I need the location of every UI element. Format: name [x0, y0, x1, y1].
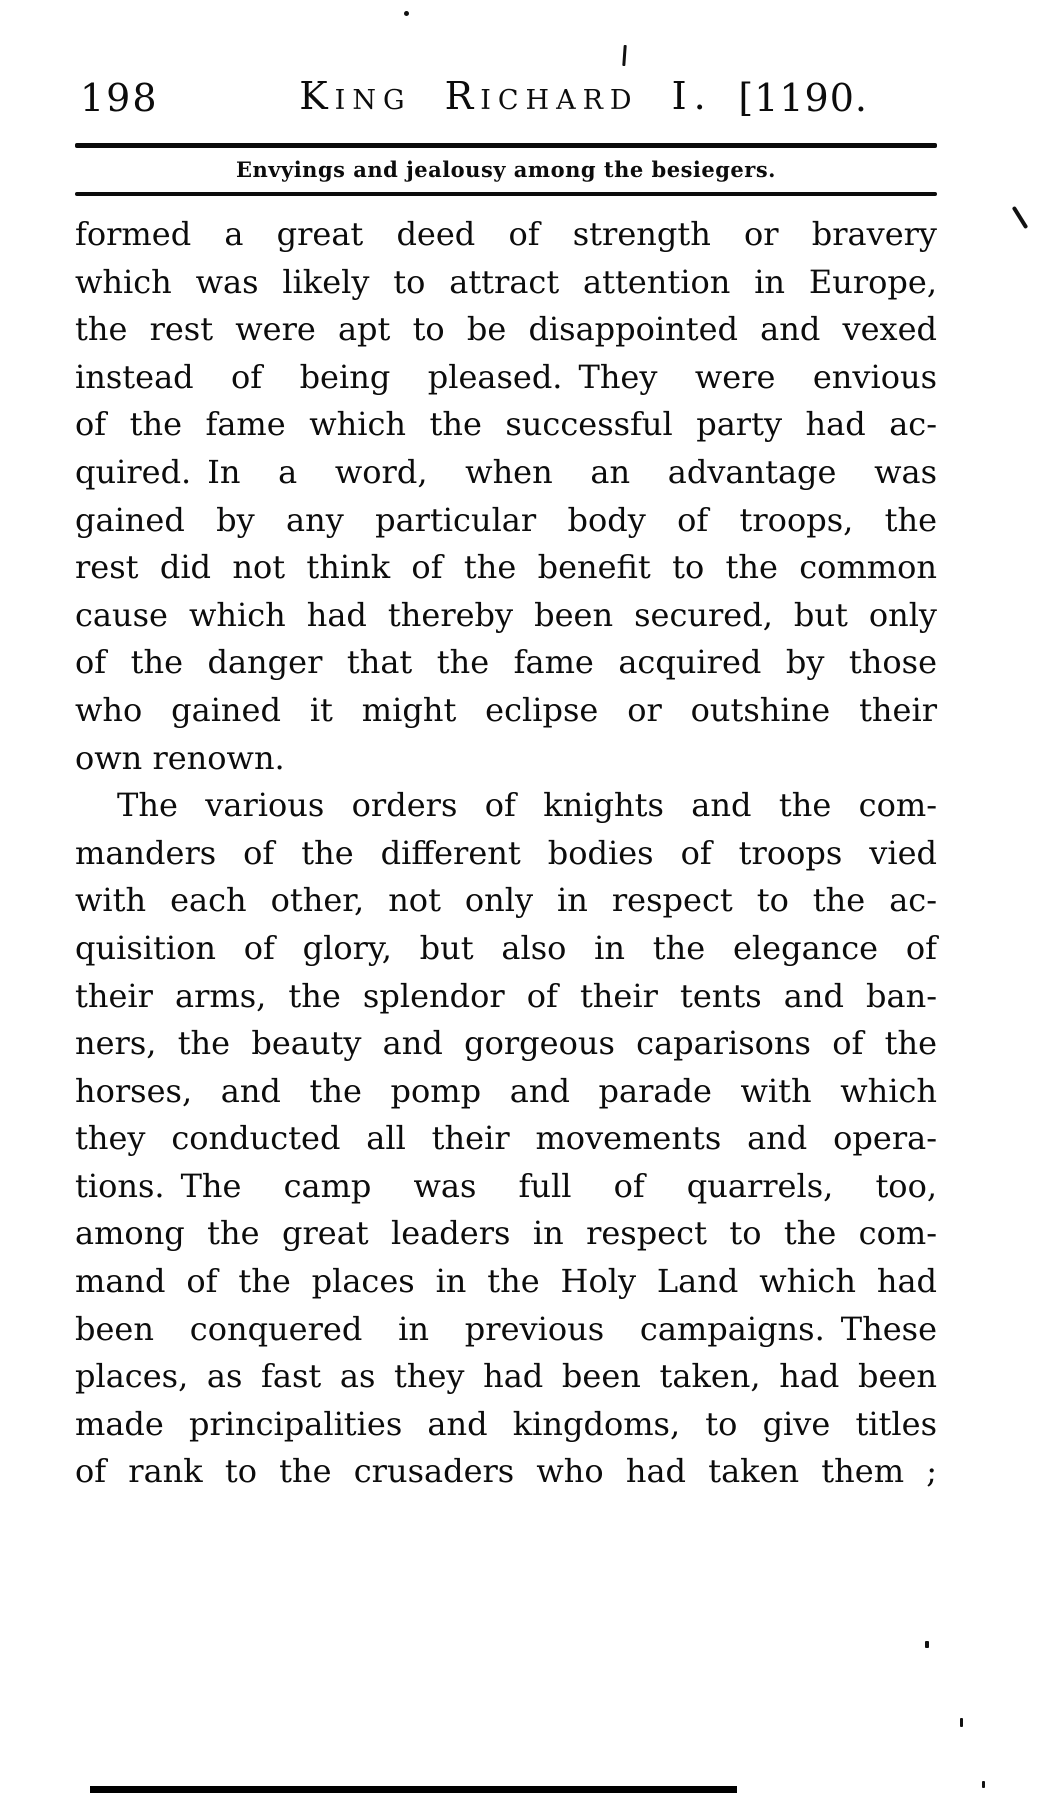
text-line: they conducted all their movements and opera- [75, 1119, 937, 1158]
text-line: own renown. [75, 738, 285, 777]
text-line: manders of the different bodies of troops vied [75, 833, 937, 872]
text-line: among the great leaders in respect to the com- [75, 1214, 937, 1253]
ink-speck-right-3 [982, 1781, 985, 1788]
text-line: tions. The camp was full of quarrels, too, [75, 1166, 937, 1205]
margin-pen-mark [1012, 206, 1029, 229]
scan-artifact-bar [90, 1786, 737, 1793]
text-line: gained by any particular body of troops, the [75, 500, 937, 539]
text-line: formed a great deed of strength or bravery [75, 215, 937, 253]
text-line: ners, the beauty and gorgeous caparisons of the [75, 1024, 937, 1063]
text-line: made principalities and kingdoms, to give titles [75, 1404, 937, 1443]
text-line: mand of the places in the Holy Land which had [75, 1262, 937, 1301]
text-line: the rest were apt to be disappointed and vexed [75, 310, 937, 349]
text-line: who gained it might eclipse or outshine their [75, 690, 937, 729]
text-line: which was likely to attract attention in Europe, [75, 262, 937, 301]
header-rule-top [75, 143, 937, 148]
text-line: quisition of glory, but also in the elegance of [75, 928, 937, 967]
text-line: cause which had thereby been secured, but only [75, 595, 937, 634]
text-line: of the danger that the fame acquired by those [75, 643, 937, 682]
header-rule-bottom [75, 192, 937, 196]
text-line: The various orders of knights and the com- [117, 786, 937, 825]
body-text [75, 211, 937, 1496]
ink-speck-top [404, 11, 409, 16]
page-number: 198 [80, 76, 159, 120]
text-line: instead of being pleased. They were envious [75, 357, 937, 396]
text-line: places, as fast as they had been taken, had been [75, 1357, 937, 1396]
margin-year: [1190. [738, 76, 868, 120]
text-line: been conquered in previous campaigns. These [75, 1309, 937, 1348]
running-title: King Richard I. [299, 74, 713, 118]
text-line: with each other, not only in respect to the ac- [75, 881, 937, 920]
text-line: their arms, the splendor of their tents and ban- [75, 976, 937, 1015]
text-line: of rank to the crusaders who had taken them ; [75, 1452, 937, 1491]
text-line: quired. In a word, when an advantage was [75, 452, 937, 491]
text-line: horses, and the pomp and parade with which [75, 1071, 937, 1110]
ink-tick-mark [622, 45, 626, 66]
text-line: rest did not think of the benefit to the common [75, 548, 937, 587]
ink-speck-right-2 [960, 1718, 963, 1727]
text-line: of the fame which the successful party had ac- [75, 405, 937, 444]
ink-speck-right-1 [925, 1641, 929, 1648]
running-head: Envyings and jealousy among the besiegers. [236, 157, 776, 182]
